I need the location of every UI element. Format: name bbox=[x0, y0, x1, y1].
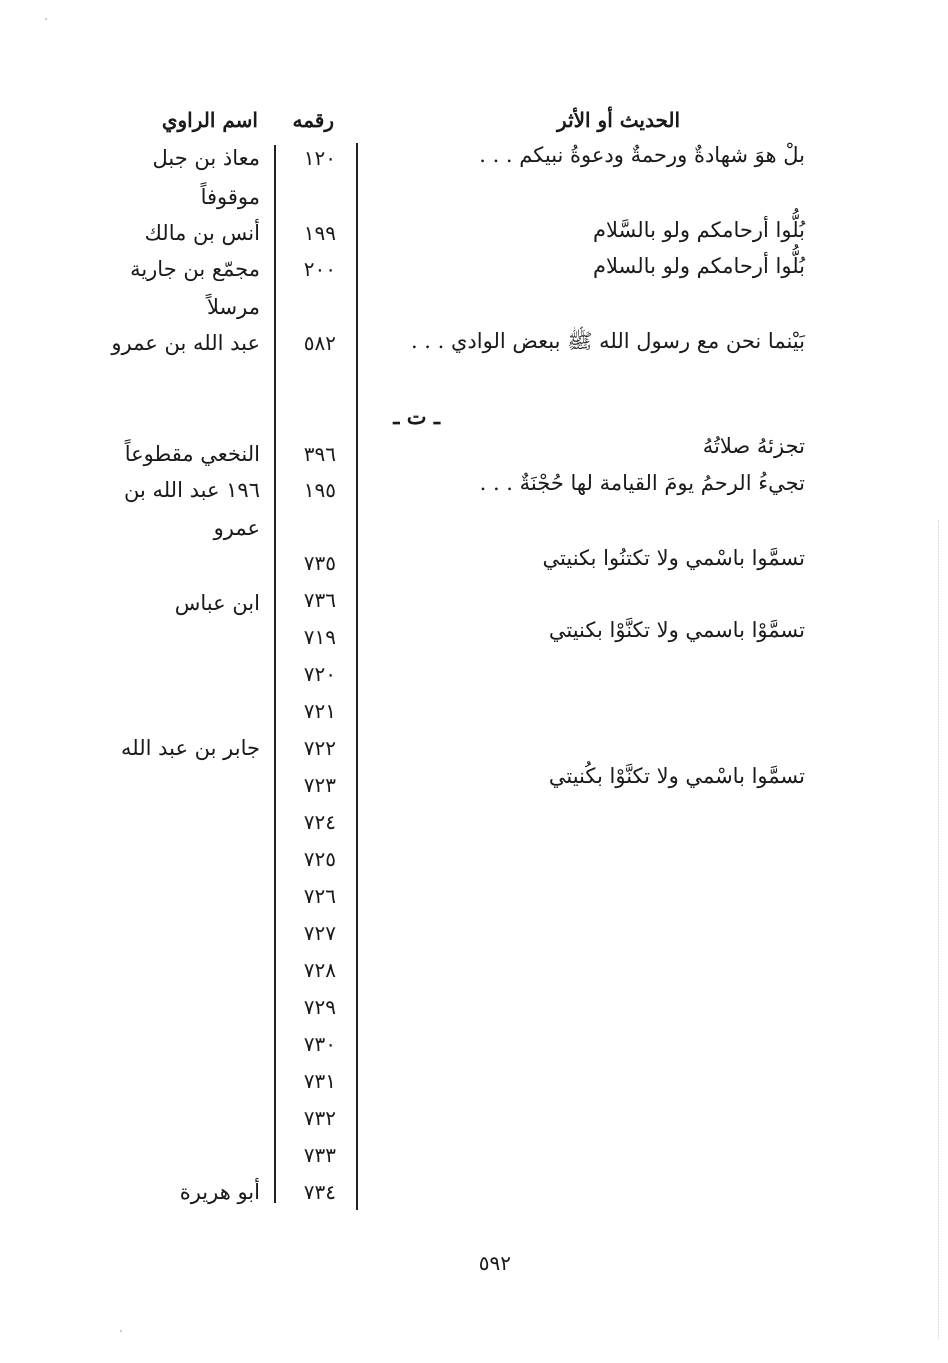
hadith-number: ٣٩٦ bbox=[303, 442, 336, 466]
hadith-number: ٧٣١ bbox=[303, 1069, 336, 1093]
hadith-number: ٧٢٦ bbox=[303, 884, 336, 908]
narrator-name: عمرو bbox=[213, 516, 260, 540]
column-divider-narrator bbox=[274, 145, 276, 1203]
section-letter: ـ ت ـ bbox=[393, 404, 440, 429]
narrator-name: مرسلاً bbox=[207, 295, 260, 319]
hadith-entry: تجزئهُ صلاتُهُ bbox=[702, 434, 805, 458]
hadith-number: ١٩٩ bbox=[303, 221, 336, 245]
hadith-number: ٧٢١ bbox=[303, 699, 336, 723]
hadith-number: ٧٢٥ bbox=[303, 847, 336, 871]
hadith-number: ٥٨٢ bbox=[303, 331, 336, 355]
hadith-number: ٧٢٩ bbox=[303, 995, 336, 1019]
hadith-entry: تجيءُ الرحمُ يومَ القيامة لها حُجْنَةٌ . . . bbox=[479, 471, 805, 495]
narrator-name: عبد الله بن عمرو bbox=[111, 331, 260, 355]
header-narrator: اسم الراوي bbox=[161, 108, 258, 132]
hadith-number: ٧٣٢ bbox=[303, 1106, 336, 1130]
hadith-number: ٧٢٢ bbox=[303, 736, 336, 760]
header-number: رقمه bbox=[292, 108, 334, 132]
hadith-number: ١٩٥ bbox=[303, 478, 336, 502]
narrator-name: ١٩٦ عبد الله بن bbox=[123, 478, 260, 502]
hadith-number: ٢٠٠ bbox=[303, 257, 336, 281]
hadith-entry: بَيْنما نحن مع رسول الله ﷺ ببعض الوادي . . . bbox=[410, 329, 805, 353]
narrator-name: معاذ بن جبل bbox=[152, 146, 260, 170]
header-hadith: الحديث أو الأثر bbox=[557, 108, 680, 132]
scan-speck bbox=[120, 1330, 122, 1332]
narrator-name: جابر بن عبد الله bbox=[120, 736, 260, 760]
hadith-number: ٧٣٦ bbox=[303, 588, 336, 612]
hadith-number: ٧٣٣ bbox=[303, 1143, 336, 1167]
hadith-entry: تسمَّوْا باسمي ولا تكنَّوْا بكنيتي bbox=[548, 618, 805, 642]
hadith-number: ٧٢٠ bbox=[303, 662, 336, 686]
hadith-number: ٧٢٤ bbox=[303, 810, 336, 834]
hadith-entry: تسمَّوا باسْمي ولا تكنَّوْا بكُنيتي bbox=[548, 764, 805, 788]
page-number: ٥٩٢ bbox=[478, 1251, 511, 1275]
hadith-number: ٧١٩ bbox=[303, 625, 336, 649]
scan-speck bbox=[45, 18, 47, 20]
hadith-entry: بُلُّوا أرحامكم ولو بالسلام bbox=[593, 254, 805, 278]
narrator-name: النخعي مقطوعاً bbox=[124, 442, 260, 466]
narrator-name: مجمّع بن جارية bbox=[130, 257, 260, 281]
hadith-entry: تسمَّوا باسْمي ولا تكتنُوا بكنيتي bbox=[542, 546, 805, 570]
hadith-number: ٧٣٠ bbox=[303, 1032, 336, 1056]
hadith-number: ١٢٠ bbox=[303, 146, 336, 170]
narrator-name: أنس بن مالك bbox=[144, 221, 260, 245]
narrator-name: أبو هريرة bbox=[179, 1180, 260, 1204]
hadith-entry: بُلُّوا أرحامكم ولو بالسَّلام bbox=[593, 218, 805, 242]
narrator-name: ابن عباس bbox=[174, 591, 260, 615]
hadith-number: ٧٣٥ bbox=[303, 551, 336, 575]
narrator-name: موقوفاً bbox=[200, 185, 260, 209]
column-divider-hadith bbox=[356, 143, 358, 1210]
hadith-number: ٧٢٣ bbox=[303, 773, 336, 797]
hadith-entry: بلْ هوَ شهادةٌ ورحمةٌ ودعوةُ نبيكم . . . bbox=[479, 143, 805, 167]
hadith-number: ٧٣٤ bbox=[303, 1180, 336, 1204]
hadith-number: ٧٢٨ bbox=[303, 958, 336, 982]
page-edge-shadow bbox=[938, 520, 940, 1340]
hadith-number: ٧٢٧ bbox=[303, 921, 336, 945]
